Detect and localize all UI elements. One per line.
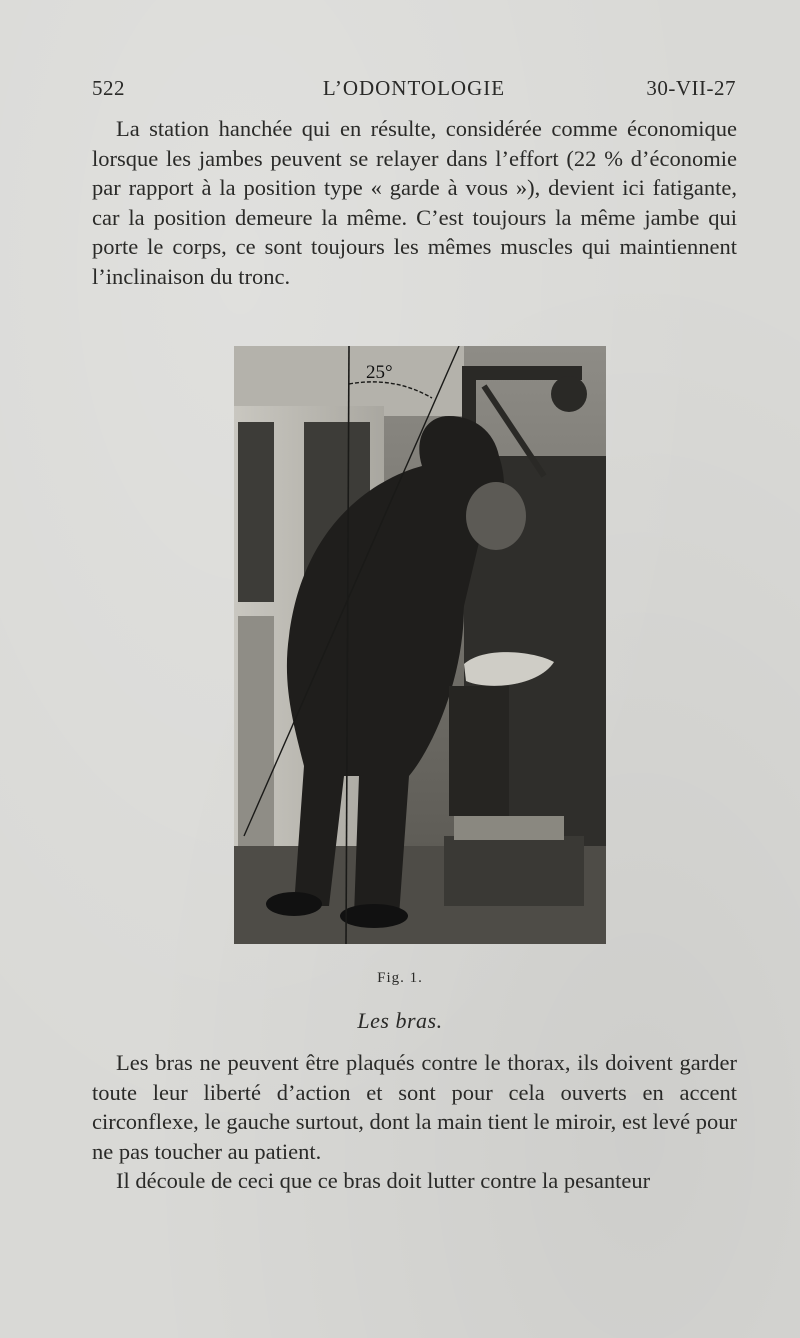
- running-header: [92, 76, 736, 106]
- angle-label: 25°: [366, 362, 393, 383]
- section-heading: Les bras.: [357, 1008, 443, 1033]
- paragraph-posture: [92, 114, 737, 292]
- figure-photograph: [234, 346, 606, 944]
- issue-date: 30-VII-27: [646, 76, 736, 100]
- paragraph-text: Il découle de ceci que ce bras doit lutter contre la pesanteur: [116, 1168, 651, 1194]
- paragraph-text: Les bras ne peuvent être plaqués contre le thorax, ils doivent garder toute leur liberté d’action et sont pour cela ouverts en accent circonflexe, le gauche surtout, dont la main tient le miroir, est levé pour ne pas toucher au patient.: [92, 1050, 737, 1164]
- journal-title: L’ODONTOLOGIE: [322, 76, 506, 100]
- paragraph-text: La station hanchée qui en résulte, considérée comme économique lorsque les jambes peuvent se relayer dans l’effort (22 % d’économie par rapport à la position type « garde à vous »), devient ici fatigante, car la position demeure la même. C’est toujours la même jambe qui porte le corps, ce sont toujours les mêmes muscles qui maintiennent l’inclinaison du tronc.: [92, 116, 737, 289]
- figure-number: Fig. 1.: [377, 970, 423, 986]
- page-number: 522: [92, 76, 125, 100]
- paragraph-arms: [92, 1048, 737, 1196]
